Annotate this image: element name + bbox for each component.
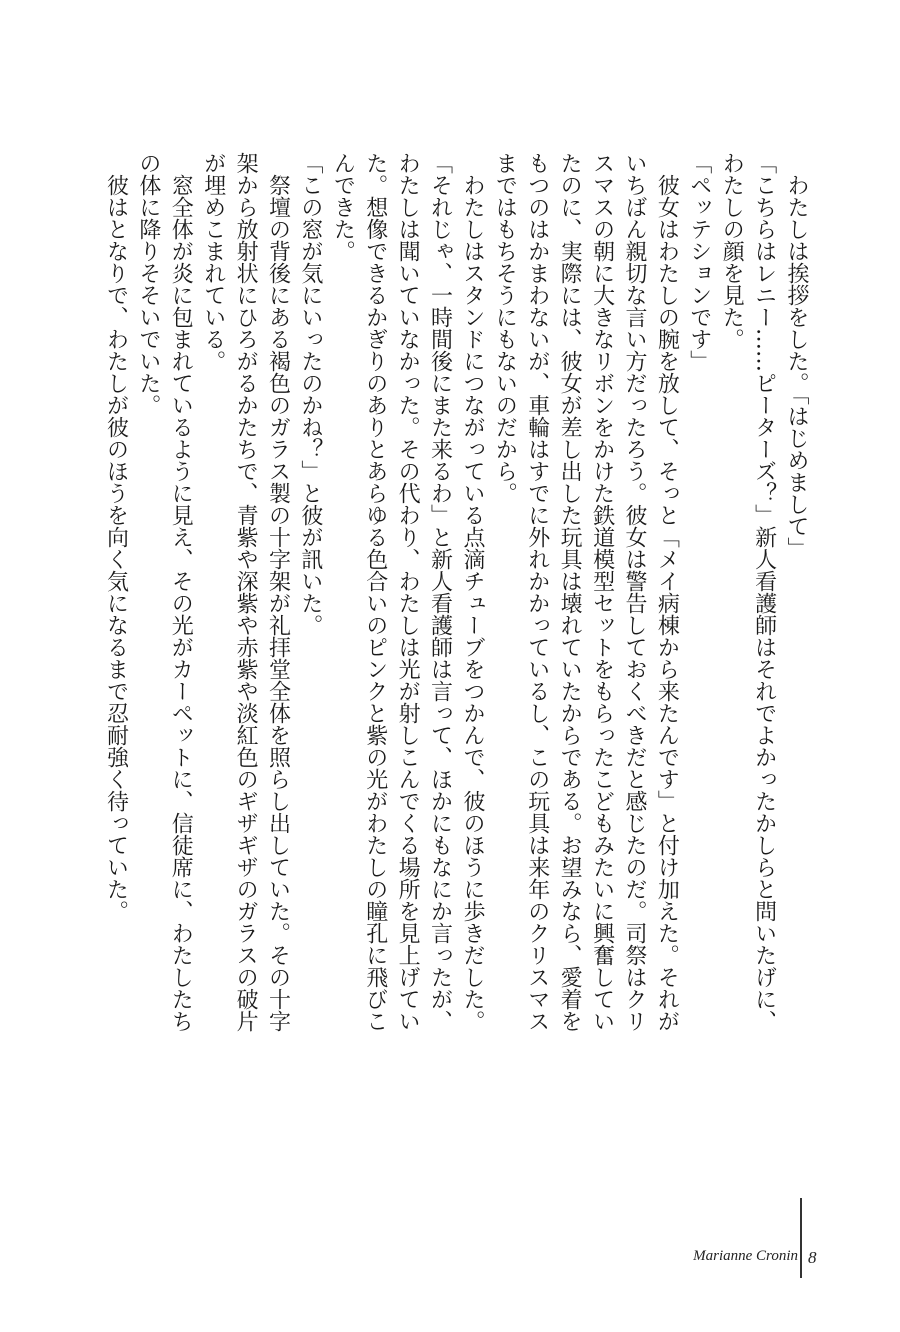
paragraph: 祭壇の背後にある褐色のガラス製の十字架が礼拝堂全体を照らし出していた。その十字架から放射状にひろがるかたちで、青紫や深紫や赤紫や淡紅色のギザギザのガラスの破片が埋めこまれている。 [200, 152, 291, 1032]
body-text [103, 152, 812, 1052]
paragraph: 彼はとなりで、わたしが彼のほうを向く気になるまで忍耐強く待っていた。 [103, 174, 129, 922]
running-author: Marianne Cronin [693, 1248, 798, 1264]
paragraph: わたしはスタンドにつながっている点滴チューブをつかんで、彼のほうに歩きだした。 [459, 174, 485, 1032]
paragraph: 「この窓が気にいったのかね？」と彼が訊いた。 [297, 152, 323, 636]
paragraph: 「ペッテションです」 [686, 152, 712, 372]
paragraph: わたしは挨拶をした。「はじめまして」 [784, 174, 809, 559]
paragraph: 彼女はわたしの腕を放して、そっと「メイ病棟から来たんです」と付け加えた。それがいちばん親切な言い方だったろう。彼女は警告しておくべきだと感じたのだ。司祭はクリスマスの朝に大きなリボンをかけた鉄道模型セットをもらったこどもみたいに興奮していたのに、実際には、彼女が差し出した玩具は壊れていたからである。お望みなら、愛着をもつのはかまわないが、車輪はすでに外れかかっているし、この玩具は来年のクリスマスまではもちそうにもないのだから。 [492, 152, 680, 1032]
paragraph: 「それじゃ、一時間後にまた来るわ」と新人看護師は言って、ほかにもなにか言ったが、わたしは聞いていなかった。その代わり、わたしは光が射しこんでくる場所を見上げていた。想像できるかぎりのありとあらゆる色合いのピンクと紫の光がわたしの瞳孔に飛びこんできた。 [330, 152, 453, 1032]
page-number: 8 [808, 1248, 817, 1267]
footer-divider [800, 1198, 802, 1278]
paragraph: 「こちらはレニー……ピーターズ？」新人看護師はそれでよかったかしらと問いたげに、わたしの顔を見た。 [719, 152, 777, 1032]
page-footer [660, 1198, 840, 1278]
paragraph: 窓全体が炎に包まれているように見え、その光がカーペットに、信徒席に、わたしたちの体に降りそそいでいた。 [135, 152, 194, 1032]
